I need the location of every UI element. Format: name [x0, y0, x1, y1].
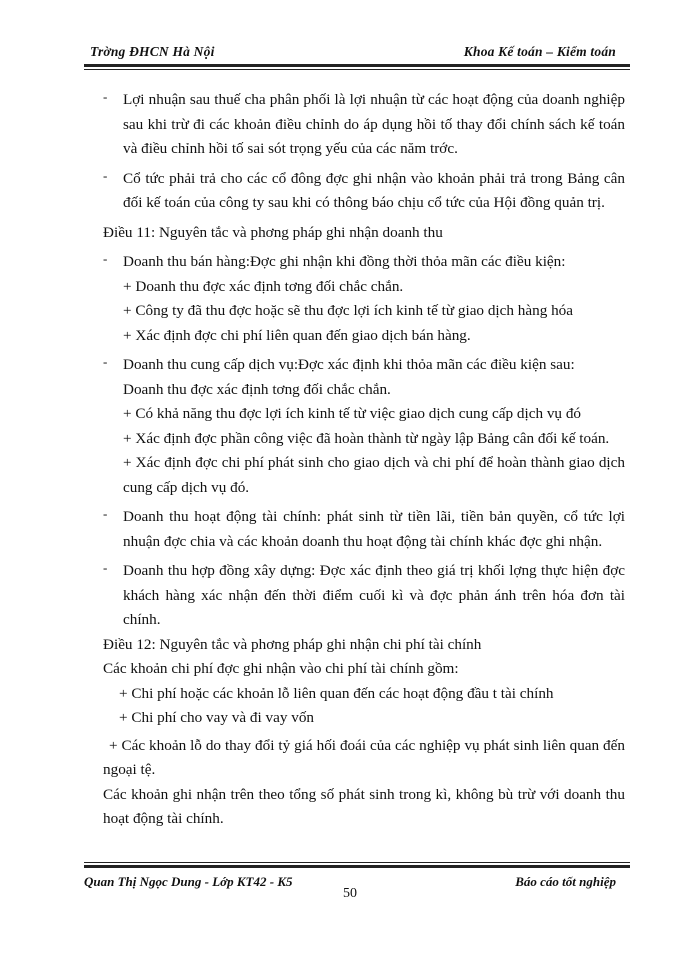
sales-condition-1: + Doanh thu đợc xác định tơng đối chắc chắn.	[123, 277, 404, 295]
sales-condition-2: + Công ty đã thu đợc hoặc sẽ thu đợc lợi ích kinh tế từ giao dịch hàng hóa	[123, 302, 574, 319]
footer-rule-thick	[84, 865, 630, 868]
sales-condition-3: + Xác định đợc chi phí liên quan đến giao dịch bán hàng.	[123, 326, 471, 344]
bullet-sales-revenue: - Doanh thu bán hàng:Đợc ghi nhận khi đồng thời thỏa mãn các điều kiện:	[105, 250, 625, 275]
service-condition-3: + Xác định đợc phần công việc đã hoàn thành từ ngày lập Bảng cân đối kế toán.	[123, 429, 610, 447]
expense-item-1: + Chi phí hoặc các khoản lỗ liên quan đến các hoạt động đầu t tài chính	[119, 684, 554, 702]
footer-author: Quan Thị Ngọc Dung - Lớp KT42 - K5	[84, 874, 293, 889]
header-school: Trờng ĐHCN Hà Nội	[90, 44, 215, 59]
bullet-dividends: - Cổ tức phải trả cho các cổ đông đợc ghi nhận vào khoản phải trả trong Bảng cân đối kế toán của công ty sau khi có thông báo chịu cổ tức của Hội đồng quản trị.	[105, 167, 625, 216]
dash-marker: -	[103, 167, 108, 183]
page-body	[105, 88, 625, 832]
article-11-heading: Điều 11: Nguyên tắc và phơng pháp ghi nhận doanh thu	[103, 223, 443, 241]
header-rule-thick	[84, 64, 630, 67]
expense-item-2: + Chi phí cho vay và đi vay vốn	[119, 709, 315, 726]
dash-marker: -	[103, 251, 108, 266]
closing-paragraph: Các khoản ghi nhận trên theo tổng số phát sinh trong kì, không bù trừ với doanh thu hoạt động tài chính.	[103, 785, 625, 827]
bullet-retained-earnings: - Lợi nhuận sau thuế cha phân phối là lợi nhuận từ các hoạt động của doanh nghiệp sau khi trừ đi các khoản điều chỉnh do áp dụng hồi tố thay đổi chính sách kế toán và điều chỉnh hồi tố sai sót trọng yếu của các năm trớc.	[105, 88, 625, 162]
bullet-construction-revenue: - Doanh thu hợp đồng xây dựng: Đợc xác định theo giá trị khối lợng thực hiện đợc khách hàng xác nhận đến thời điểm cuối kì và đợc phản ánh trên hóa đơn tài chính.	[105, 559, 625, 633]
page-number: 50	[343, 886, 357, 901]
footer-report-type: Báo cáo tốt nghiệp	[515, 874, 616, 889]
footer-rule-thin	[84, 862, 630, 863]
service-condition-1: Doanh thu đợc xác định tơng đối chắc chắn.	[123, 380, 391, 398]
bullet-financial-revenue: - Doanh thu hoạt động tài chính: phát sinh từ tiền lãi, tiền bản quyền, cổ tức lợi nhuận đợc chia và các khoản doanh thu hoạt động tài chính khác đợc ghi nhận.	[105, 505, 625, 554]
dash-marker: -	[103, 354, 108, 369]
header-faculty: Khoa Kế toán – Kiểm toán	[463, 44, 616, 59]
article-12-heading: Điều 12: Nguyên tắc và phơng pháp ghi nhận chi phí tài chính	[103, 635, 482, 653]
financial-expense-intro: Các khoản chi phí đợc ghi nhận vào chi phí tài chính gồm:	[103, 660, 459, 677]
service-condition-4: + Xác định đợc chi phí phát sinh cho giao dịch và chi phí để hoàn thành giao dịch cung cấp dịch vụ đó.	[123, 454, 625, 496]
service-condition-2: + Có khả năng thu đợc lợi ích kinh tế từ việc giao dịch cung cấp dịch vụ đó	[123, 405, 582, 422]
dash-marker: -	[103, 506, 108, 521]
bullet-service-revenue: - Doanh thu cung cấp dịch vụ:Đợc xác định khi thỏa mãn các điều kiện sau:	[105, 353, 625, 378]
header-rule-thin	[84, 69, 630, 70]
dash-marker: -	[103, 89, 108, 104]
dash-marker: -	[103, 560, 108, 575]
expense-item-3: + Các khoản lỗ do thay đổi tỷ giá hối đoái của các nghiệp vụ phát sinh liên quan đến ngoại tệ.	[103, 736, 625, 778]
